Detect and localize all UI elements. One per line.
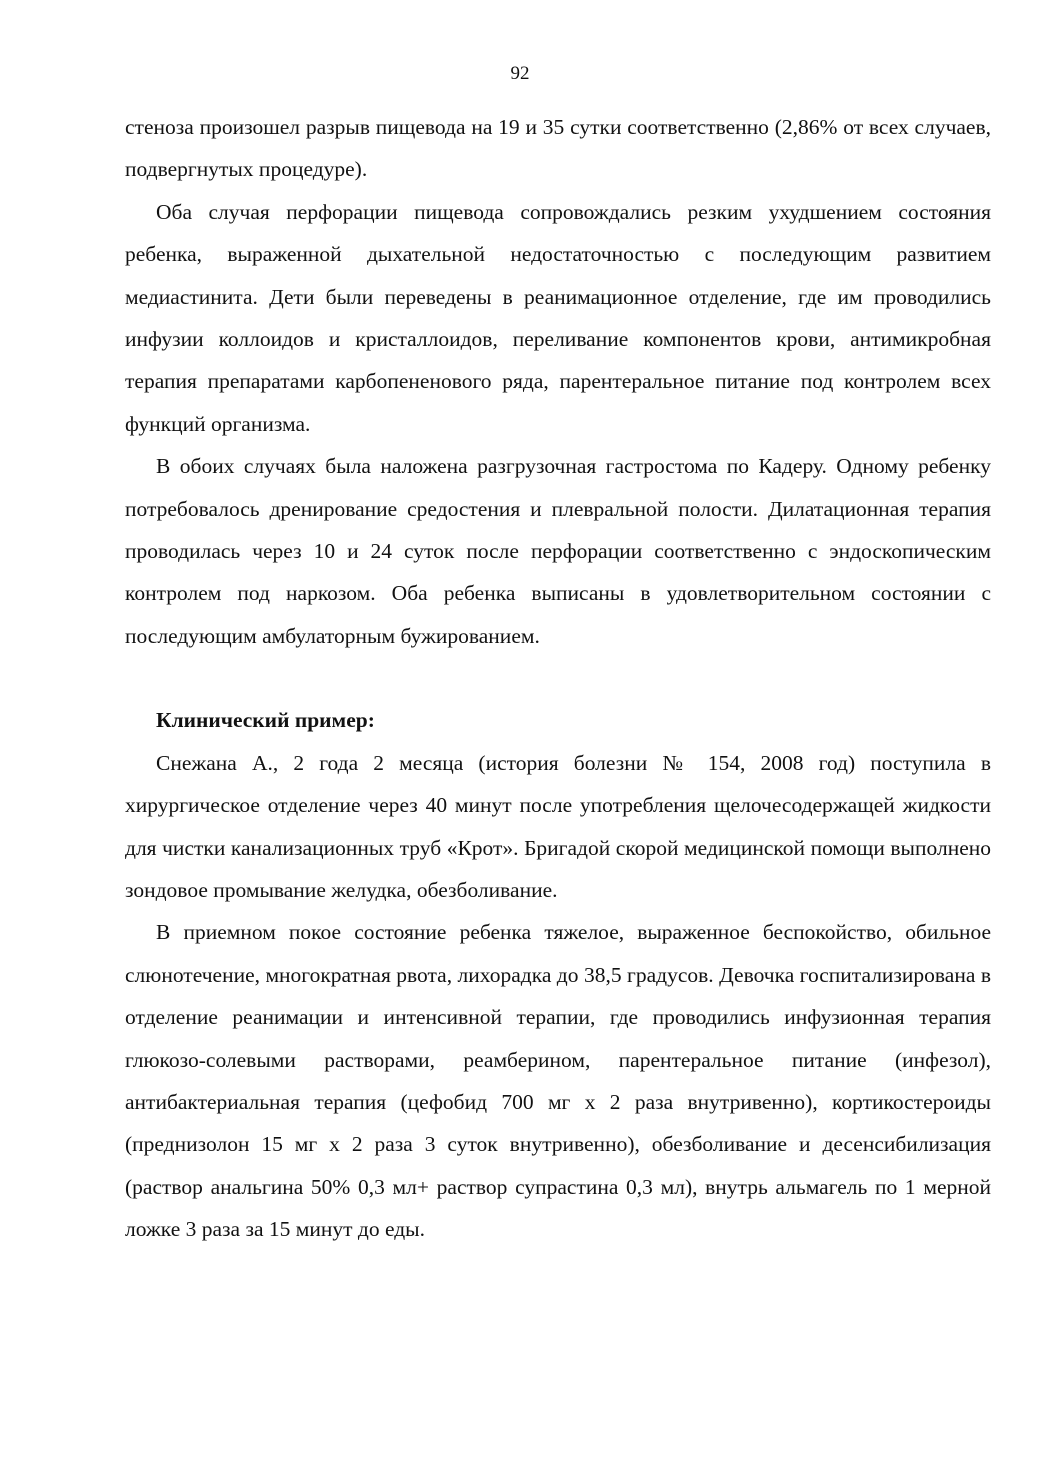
paragraph-treatment: В приемном покое состояние ребенка тяжелое, выраженное беспокойство, обильное слюнотечение, многократная рвота, лихорадка до 38,5 градусов. Девочка госпитализирована в отделение реанимации и интенсивной терапии, где проводились инфузионная терапия глюкозо-солевыми растворами, реамберином, парентеральное питание (инфезол), антибактериальная терапия (цефобид 700 мг х 2 раза внутривенно), кортикостероиды (преднизолон 15 мг х 2 раза 3 суток внутривенно), обезболивание и десенсибилизация (раствор анальгина 50% 0,3 мл+ раствор супрастина 0,3 мл), внутрь альмагель по 1 мерной ложке 3 раза за 15 минут до еды. bbox=[125, 920, 991, 1242]
paragraph-patient-admission: Снежана А., 2 года 2 месяца (история болезни № 154, 2008 год) поступила в хирургическое отделение через 40 минут после употребления щелочесодержащей жидкости для чистки канализационных труб «Крот». Бригадой скорой медицинской помощи выполнено зондовое промывание желудка, обезболивание. bbox=[125, 750, 991, 902]
section-heading-clinical-example: Клинический пример: bbox=[156, 708, 375, 733]
paragraph-gastrostomy: В обоих случаях была наложена разгрузочная гастростома по Кадеру. Одному ребенку потребовалось дренирование средостения и плевральной полости. Дилатационная терапия проводилась через 10 и 24 суток после перфорации соответственно с эндоскопическим контролем под наркозом. Оба ребенка выписаны в удовлетворительном состоянии с последующим амбулаторным бужированием. bbox=[125, 454, 991, 648]
page-number: 92 bbox=[510, 63, 530, 84]
paragraph-continuation: стеноза произошел разрыв пищевода на 19 и 35 сутки соответственно (2,86% от всех случаев, подвергнутых процедуре). bbox=[125, 115, 991, 182]
document-body bbox=[125, 106, 991, 1251]
paragraph-perforation-cases: Оба случая перфорации пищевода сопровождались резким ухудшением состояния ребенка, выраженной дыхательной недостаточностью с последующим развитием медиастинита. Дети были переведены в реанимационное отделение, где им проводились инфузии коллоидов и кристаллоидов, переливание компонентов крови, антимикробная терапия препаратами карбопененового ряда, парентеральное питание под контролем всех функций организма. bbox=[125, 199, 991, 436]
